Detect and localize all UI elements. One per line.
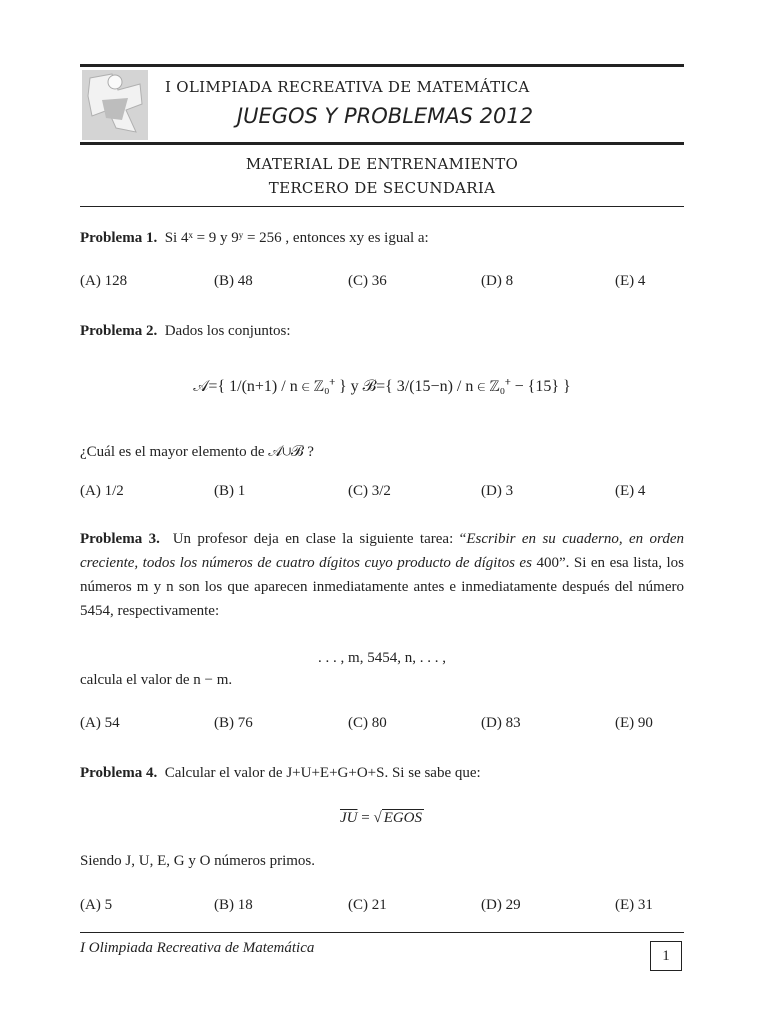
problem-3-question: calcula el valor de n − m. [80,672,233,688]
footer-rule [80,932,684,933]
option-c: (C) 3/2 [348,483,391,499]
option-b: (B) 1 [214,483,246,499]
problem-2-question: ¿Cuál es el mayor elemento de 𝒜∪ℬ ? [80,444,314,460]
problem-4-text: Calcular el valor de J+U+E+G+O+S. Si se sabe que: [164,765,481,781]
header-top-rule [80,64,684,67]
problem-1-text: Si 4ˣ = 9 y 9ʸ = 256 , entonces xy es igual a: [164,230,429,246]
problem-1-statement [80,226,684,250]
section-rule [80,206,684,207]
problem-4-statement [80,761,684,785]
footer-text: I Olimpiada Recreativa de Matemática [80,940,315,956]
option-b: (B) 76 [214,715,253,731]
problem-2-text: Dados los conjuntos: [164,323,291,339]
option-b: (B) 48 [214,273,253,289]
problem-3-statement [80,527,684,623]
formula-ju-overline: $\overline{JU}$ [339,810,358,826]
problem-4-note: Siendo J, U, E, G y O números primos. [80,853,315,869]
option-d: (D) 83 [481,715,521,731]
option-c: (C) 80 [348,715,387,731]
problem-4-options [80,897,684,917]
option-d: (D) 3 [481,483,514,499]
material-heading: MATERIAL DE ENTRENAMIENTO [245,155,519,173]
option-d: (D) 8 [481,273,514,289]
problem-4-label: Problema 4. [80,765,158,781]
event-subtitle: JUEGOS Y PROBLEMAS 2012 [236,104,534,128]
olympiad-title: I OLIMPIADA RECREATIVA DE MATEMÁTICA [165,78,530,96]
header-bottom-rule [80,142,684,145]
option-e: (E) 4 [615,483,646,499]
sqrt-icon: √ [373,810,382,826]
formula-equals: = [357,810,374,826]
problem-3-task-italic: Escribir en su cuaderno, en orden creciente, todos los números de cuatro dígitos cuyo producto de dígitos es [80,531,685,571]
problem-4-formula [80,806,684,830]
grade-heading: TERCERO DE SECUNDARIA [268,179,496,197]
problem-2-statement [80,319,684,343]
option-e: (E) 31 [615,897,653,913]
problem-3-options [80,715,684,735]
option-c: (C) 21 [348,897,387,913]
option-a: (A) 5 [80,897,113,913]
option-e: (E) 4 [615,273,646,289]
problem-1-label: Problema 1. [80,230,158,246]
problem-2-options [80,483,684,503]
option-e: (E) 90 [615,715,653,731]
option-a: (A) 54 [80,715,120,731]
option-b: (B) 18 [214,897,253,913]
problem-3-text-end: 400”. Si en esa lista, los números m y n son los que aparecen inmediatamente antes e inmediatamente después del número 5454, respectivamente: [80,555,684,619]
problem-3-text-start: Un profesor deja en clase la siguiente tarea: “ [172,531,467,547]
option-d: (D) 29 [481,897,521,913]
option-a: (A) 128 [80,273,128,289]
problem-2-label: Problema 2. [80,323,158,339]
problem-3-label: Problema 3. [80,531,160,547]
page-number: 1 [650,941,682,971]
problem-2-sets-formula: 𝒜={ 1/(n+1) / n ∈ ℤ₀⁺ } y ℬ={ 3/(15−n) / n ∈ ℤ₀⁺ − {15} } [193,378,571,395]
problem-1-options [80,273,684,293]
olympiad-logo-icon [82,70,148,140]
option-c: (C) 36 [348,273,387,289]
formula-egos-radicand: EGOS [383,810,423,826]
problem-3-sequence: . . . , m, 5454, n, . . . , [318,650,446,666]
option-a: (A) 1/2 [80,483,124,499]
